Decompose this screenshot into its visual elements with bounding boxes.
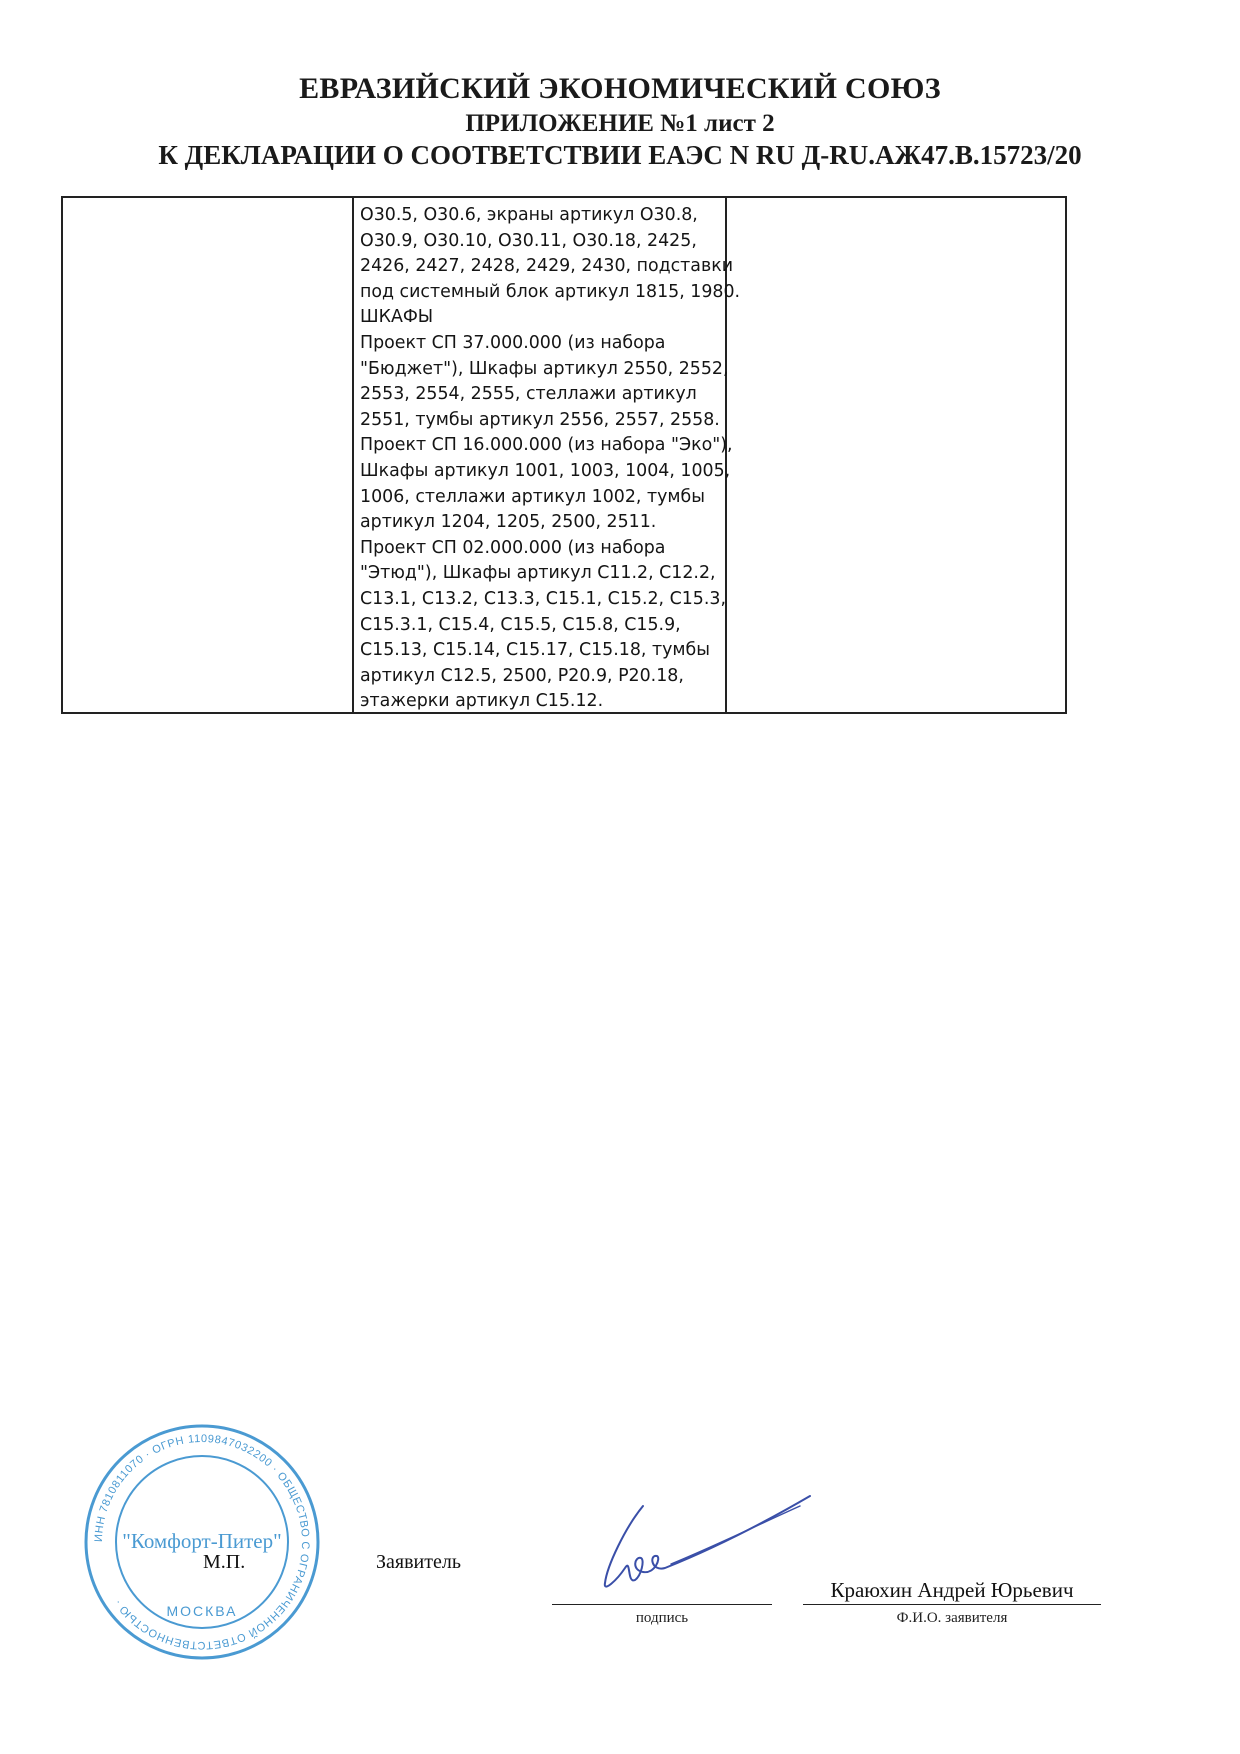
product-text-line: под системный блок артикул 1815, 1980. bbox=[360, 281, 741, 302]
name-caption: Ф.И.О. заявителя bbox=[896, 1610, 1008, 1626]
company-seal bbox=[82, 1422, 322, 1662]
product-text-line: "Бюджет"), Шкафы артикул 2550, 2552, bbox=[360, 358, 729, 379]
product-text-line: С13.1, С13.2, С13.3, С15.1, С15.2, С15.3, bbox=[360, 588, 726, 609]
product-text-line: 2426, 2427, 2428, 2429, 2430, подставки bbox=[360, 256, 734, 277]
seal-ring-text: ИНН 7810811070 · ОГРН 1109847032200 · ОБЩЕСТВО С ОГРАНИЧЕННОЙ ОТВЕТСТВЕННОСТЬЮ · bbox=[92, 1432, 312, 1652]
product-text-line: "Этюд"), Шкафы артикул С11.2, С12.2, bbox=[360, 563, 716, 584]
signature-line bbox=[552, 1604, 772, 1605]
product-text-line: Проект СП 02.000.000 (из набора bbox=[360, 537, 666, 558]
product-text-line: С15.13, С15.14, С15.17, С15.18, тумбы bbox=[360, 640, 710, 661]
product-table bbox=[61, 196, 1067, 714]
appendix-title: ПРИЛОЖЕНИЕ №1 лист 2 bbox=[465, 110, 775, 137]
product-text-line: артикул 1204, 1205, 2500, 2511. bbox=[360, 512, 657, 533]
product-text-line: артикул С12.5, 2500, Р20.9, Р20.18, bbox=[360, 665, 684, 686]
product-text-line: этажерки артикул С15.12. bbox=[360, 691, 604, 712]
signature-caption: подпись bbox=[635, 1610, 689, 1626]
product-text-line: О30.9, О30.10, О30.11, О30.18, 2425, bbox=[360, 230, 697, 251]
product-text-line: Проект СП 37.000.000 (из набора bbox=[360, 332, 666, 353]
product-text-line: Проект СП 16.000.000 (из набора "Эко"), bbox=[360, 435, 733, 456]
product-text-line: 1006, стеллажи артикул 1002, тумбы bbox=[360, 486, 705, 507]
table-cell-products bbox=[354, 198, 741, 712]
seal-company-name: "Комфорт-Питер" bbox=[122, 1529, 282, 1553]
name-line bbox=[803, 1604, 1101, 1605]
product-text-line: 2553, 2554, 2555, стеллажи артикул bbox=[360, 384, 697, 405]
product-text-line: Шкафы артикул 1001, 1003, 1004, 1005, bbox=[360, 460, 731, 481]
handwritten-signature bbox=[595, 1488, 815, 1598]
union-title: ЕВРАЗИЙСКИЙ ЭКОНОМИЧЕСКИЙ СОЮЗ bbox=[299, 72, 941, 105]
product-text-line: ШКАФЫ bbox=[360, 307, 434, 328]
seal-city: МОСКВА bbox=[166, 1603, 238, 1619]
applicant-name: Краюхин Андрей Юрьевич bbox=[830, 1578, 1074, 1602]
table-cell-code bbox=[63, 198, 354, 712]
table-cell-standards bbox=[727, 198, 1065, 712]
product-text-line: С15.3.1, С15.4, С15.5, С15.8, С15.9, bbox=[360, 614, 681, 635]
declaration-title: К ДЕКЛАРАЦИИ О СООТВЕТСТВИИ ЕАЭС N RU Д-RU.АЖ47.В.15723/20 bbox=[158, 140, 1082, 170]
product-text-line: О30.5, О30.6, экраны артикул О30.8, bbox=[360, 205, 698, 225]
product-text-line: 2551, тумбы артикул 2556, 2557, 2558. bbox=[360, 409, 720, 430]
seal-place-label: М.П. bbox=[203, 1551, 246, 1573]
applicant-label: Заявитель bbox=[376, 1551, 461, 1573]
